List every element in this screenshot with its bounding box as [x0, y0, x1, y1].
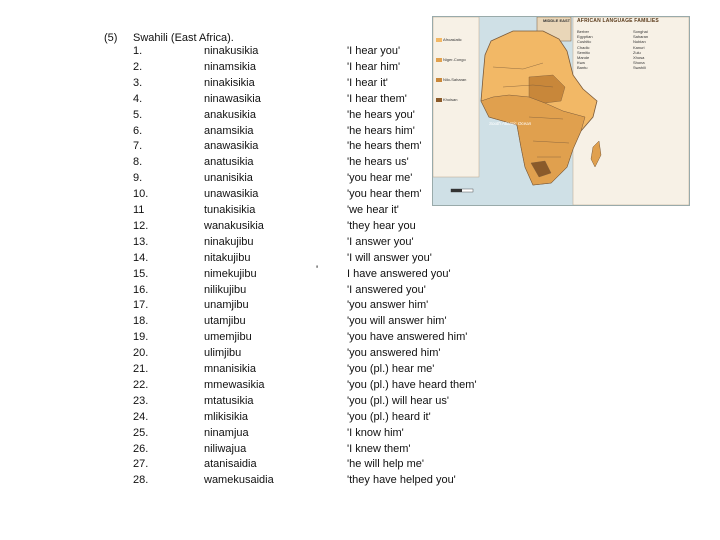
swahili-word: ninawasikia [204, 92, 261, 105]
swahili-word: utamjibu [204, 315, 246, 328]
row-number: 11 [133, 204, 145, 216]
english-gloss: 'I know him' [347, 426, 404, 439]
english-gloss: 'you will answer him' [347, 315, 447, 328]
english-gloss: 'I knew them' [347, 442, 411, 455]
row-number: 4. [133, 92, 143, 105]
row-number: 23. [133, 394, 149, 407]
english-gloss: 'I answered you' [347, 283, 426, 296]
afroasiatic-swatch [436, 38, 442, 42]
english-gloss: 'he will help me' [347, 458, 424, 471]
english-gloss: 'you (pl.) will hear us' [347, 394, 450, 407]
legend-nigercongo: Niger-Congo [436, 57, 466, 62]
row-number: 2. [133, 60, 143, 73]
stray-mark: ' [316, 264, 319, 276]
language-list-col-1: Berber Egyptian Cushitic Chadic Semitic Mande Kwa Bantu [577, 29, 593, 71]
row-number: 9. [133, 172, 143, 185]
row-number: 28. [133, 474, 149, 487]
swahili-word: wanakusikia [204, 219, 264, 232]
row-number: 1. [133, 45, 143, 57]
english-gloss: 'they have helped you' [347, 474, 456, 487]
row-number: 19. [133, 331, 149, 344]
row-number: 5. [133, 108, 143, 121]
example-title: Swahili (East Africa). [133, 32, 234, 44]
language-list-col-2: Songhai Saharan Nubian Kanuri Zulu Xhosa Shona Swahili [633, 29, 649, 71]
row-number: 27. [133, 458, 149, 471]
row-number: 14. [133, 251, 149, 264]
row-number: 21. [133, 363, 149, 375]
english-gloss: 'you hear me' [347, 172, 413, 185]
row-number: 25. [133, 426, 149, 439]
row-number: 7. [133, 140, 143, 153]
english-gloss: 'I hear him' [347, 60, 401, 73]
swahili-word: umemjibu [204, 331, 252, 344]
swahili-word: ninakisikia [204, 76, 255, 89]
swahili-word: unanisikia [204, 172, 253, 185]
swahili-word: wamekusaidia [204, 474, 274, 487]
swahili-word: mmewasikia [204, 378, 265, 391]
swahili-word: ninamjua [204, 426, 249, 439]
english-gloss: 'he hears you' [347, 108, 415, 121]
row-number: 24. [133, 410, 149, 423]
swahili-word: anatusikia [204, 156, 254, 169]
english-gloss: 'I hear it' [347, 76, 388, 89]
african-language-map [432, 16, 690, 206]
english-gloss: 'you (pl.) heard it' [347, 410, 431, 423]
row-number: 10. [133, 188, 149, 201]
example-number: (5) [104, 32, 118, 44]
swahili-word: niliwajua [204, 442, 247, 455]
swahili-word: nitakujibu [204, 251, 251, 264]
english-gloss: I have answered you' [347, 267, 451, 280]
africa-map-graphic [433, 17, 689, 205]
swahili-word: anamsikia [204, 124, 254, 137]
english-gloss: 'I hear you' [347, 45, 401, 57]
row-number: 16. [133, 283, 149, 296]
legend-khoisan: Khoisan [436, 97, 457, 102]
swahili-word: nilikujibu [204, 283, 247, 296]
ocean-label: South Atlantic Ocean [489, 121, 532, 126]
english-gloss: 'he hears them' [347, 140, 422, 153]
row-number: 26. [133, 442, 149, 455]
legend-afroasiatic: Afroasiatic [436, 37, 462, 42]
map-title: AFRICAN LANGUAGE FAMILIES [577, 18, 659, 24]
swahili-word: mtatusikia [204, 394, 254, 407]
swahili-word: anawasikia [204, 140, 259, 153]
english-gloss: 'he hears him' [347, 124, 415, 137]
swahili-word: ninakujibu [204, 235, 254, 248]
swahili-word: ninakusikia [204, 45, 259, 57]
nigercongo-swatch [436, 58, 442, 62]
english-gloss: 'I hear them' [347, 92, 407, 105]
nilosaharan-swatch [436, 78, 442, 82]
swahili-word: atanisaidia [204, 458, 257, 471]
english-gloss: 'I answer you' [347, 235, 414, 248]
row-number: 6. [133, 124, 143, 137]
row-number: 3. [133, 76, 143, 89]
row-number: 22. [133, 378, 149, 391]
row-number: 18. [133, 315, 149, 328]
row-number: 15. [133, 267, 149, 280]
row-number: 8. [133, 156, 143, 169]
swahili-word: ninamsikia [204, 60, 256, 73]
english-gloss: 'you answer him' [347, 299, 429, 312]
english-gloss: 'we hear it' [347, 204, 399, 216]
swahili-word: tunakisikia [204, 204, 256, 216]
swahili-word: unawasikia [204, 188, 259, 201]
swahili-word: nimekujibu [204, 267, 257, 280]
english-gloss: 'you have answered him' [347, 331, 468, 344]
row-number: 13. [133, 235, 149, 248]
english-gloss: 'they hear you [347, 219, 416, 232]
row-number: 17. [133, 299, 149, 312]
swahili-word: unamjibu [204, 299, 249, 312]
row-number: 12. [133, 219, 149, 232]
swahili-word: mnanisikia [204, 363, 256, 375]
english-gloss: 'you (pl.) have heard them' [347, 378, 477, 391]
map-inset-label: MIDDLE EAST [543, 18, 571, 23]
english-gloss: 'he hears us' [347, 156, 409, 169]
swahili-word: ulimjibu [204, 347, 242, 360]
swahili-word: mlikisikia [204, 410, 248, 423]
english-gloss: 'you answered him' [347, 347, 441, 360]
swahili-word: anakusikia [204, 108, 256, 121]
khoisan-swatch [436, 98, 442, 102]
english-gloss: 'you hear them' [347, 188, 422, 201]
row-number: 20. [133, 347, 149, 360]
english-gloss: 'I will answer you' [347, 251, 432, 264]
legend-nilosaharan: Nilo-Saharan [436, 77, 466, 82]
english-gloss: 'you (pl.) hear me' [347, 363, 435, 375]
